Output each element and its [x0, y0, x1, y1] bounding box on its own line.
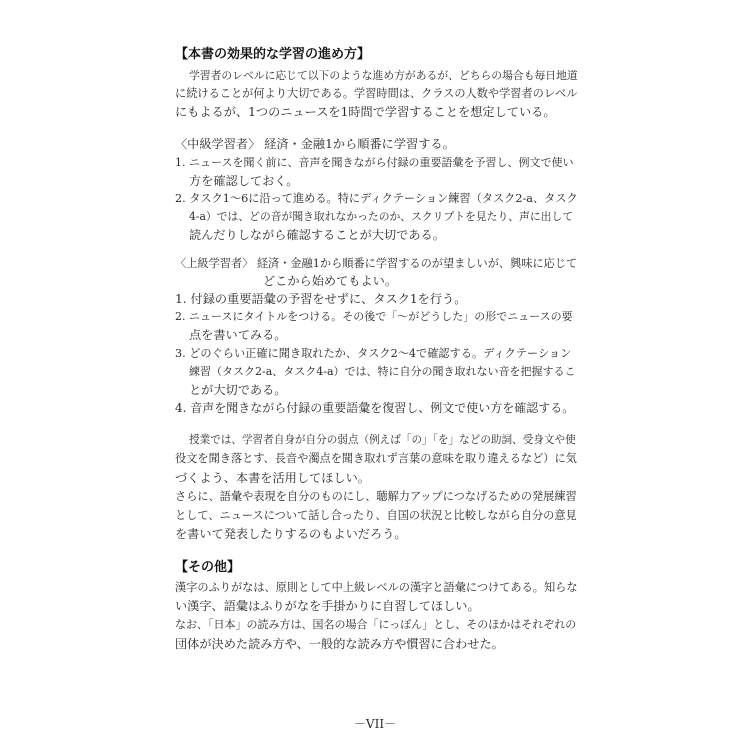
closing-line: 役文を聞き落とす、長音や濁点を聞き取れず言葉の意味を取り違えるなど）に気: [175, 452, 577, 465]
advanced-step: 2. ニュースにタイトルをつける。その後で「～がどうした」の形でニュースの要: [175, 310, 573, 323]
intro-line: に続けることが何より大切である。学習時間は、クラスの人数や学習者のレベル: [175, 87, 578, 100]
advanced-step-cont: 練習（タスク2-a、タスク4-a）では、特に自分の聞き取れない音を把握するこ: [189, 365, 576, 378]
intro-line: にもよるが、1つのニュースを1時間で学習することを想定している。: [175, 105, 556, 119]
intermediate-step: 1. ニュースを聞く前に、音声を聞きながら付録の重要語彙を予習し、例文で使い: [175, 156, 574, 169]
advanced-learner-title: 〈上級学習者〉 経済・金融1から順番に学習するのが望ましいが、興味に応じて: [175, 257, 578, 270]
closing-line: 授業では、学習者自身が自分の弱点（例えば「の」「を」などの助詞、受身文や使: [189, 434, 576, 446]
advanced-step-cont: とが大切である。: [189, 383, 287, 397]
intermediate-step-cont: 方を確認しておく。: [189, 174, 299, 188]
section-heading-other: 【その他】: [175, 560, 241, 575]
intermediate-learner-title: 〈中級学習者〉 経済・金融1から順番に学習する。: [175, 137, 455, 151]
advanced-step: 3. どのぐらい正確に聞き取れたか、タスク2～4で確認する。ディクテーション: [175, 347, 572, 360]
advanced-step: 1. 付録の重要語彙の予習をせずに、タスク1を行う。: [175, 292, 467, 306]
other-line: なお、「日本」の読み方は、国名の場合「にっぽん」とし、そのほかはそれぞれの: [175, 618, 577, 631]
advanced-step-cont: 点を書いてみる。: [189, 328, 287, 342]
closing-line: として、ニュースについて話し合ったり、自国の状況と比較しながら自分の意見: [175, 509, 577, 522]
advanced-step: 4. 音声を聞きながら付録の重要語彙を復習し、例文で使い方を確認する。: [175, 401, 575, 415]
other-line: 漢字のふりがなは、原則として中上級レベルの漢字と語彙につけてある。知らな: [175, 581, 578, 594]
intermediate-step-cont: 4-a）では、どの音が聞き取れなかったのか、スクリプトを見たり、声に出して: [189, 210, 574, 223]
other-line: い漢字、語彙はふりがなを手掛かりに自習してほしい。: [175, 599, 480, 613]
other-line: 団体が決めた読み方や、一般的な読み方や慣習に合わせた。: [175, 637, 504, 651]
advanced-learner-title-cont: どこから始めてもよい。: [263, 274, 398, 288]
intermediate-step-cont: 読んだりしながら確認することが大切である。: [189, 228, 445, 242]
closing-line: さらに、語彙や表現を自分のものにし、聴解力アップにつなげるための発展練習: [175, 490, 577, 503]
page-number: －VII－: [353, 717, 397, 731]
closing-line: づくよう、本書を活用してほしい。: [175, 471, 370, 485]
intro-line: 学習者のレベルに応じて以下のような進め方があるが、どちらの場合も毎日地道: [189, 69, 578, 82]
closing-line: を書いて発表したりするのもよいだろう。: [175, 527, 407, 541]
intermediate-step: 2. タスク1～6に沿って進める。特にディクテーション練習（タスク2-a、タスク: [175, 192, 578, 205]
section-heading-study-method: 【本書の効果的な学習の進め方】: [175, 47, 371, 62]
